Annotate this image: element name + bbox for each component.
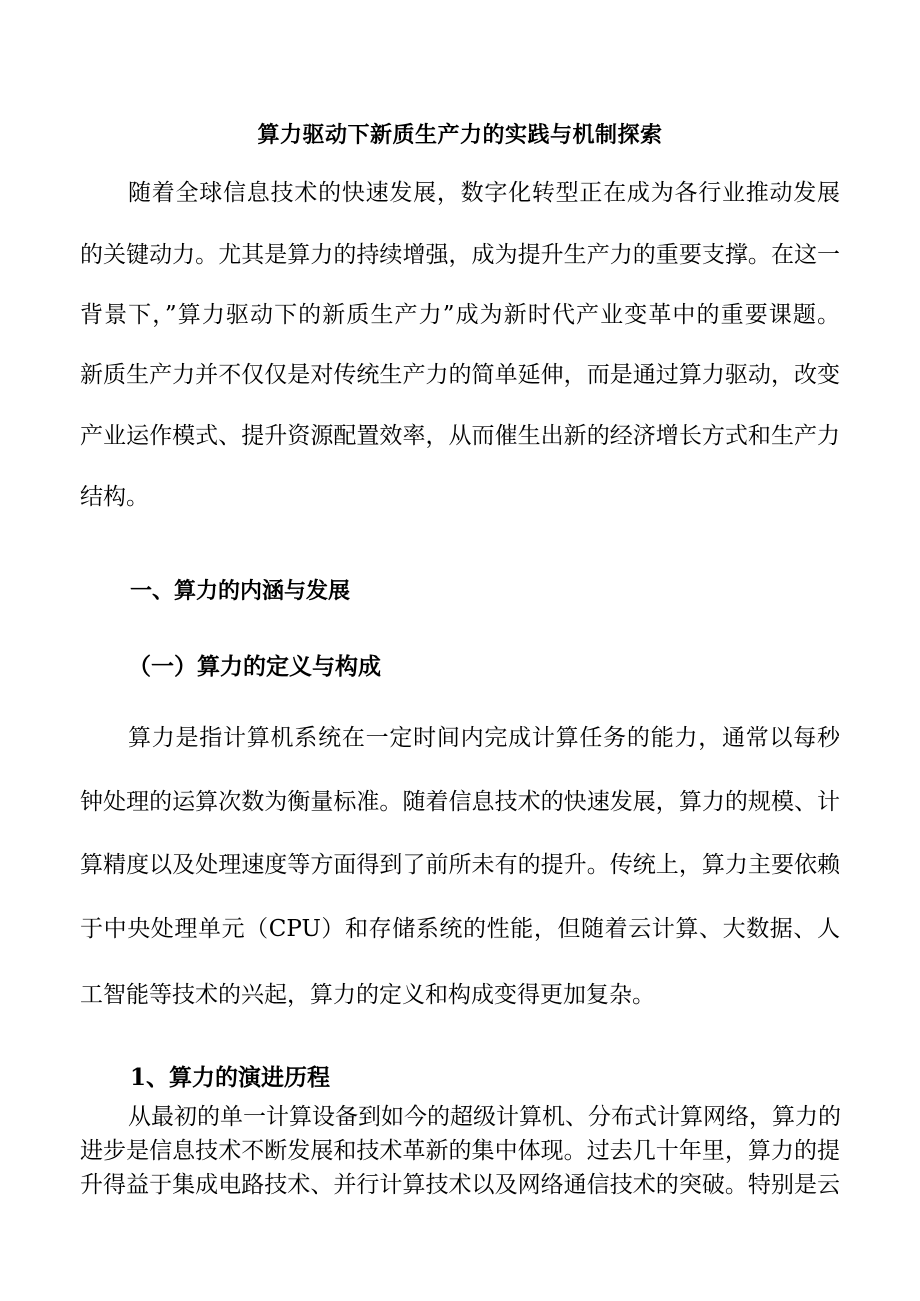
definition-line: 钟处理的运算次数为衡量标准。随着信息技术的快速发展，算力的规模、计 <box>80 789 840 815</box>
definition-line: 于中央处理单元（CPU）和存储系统的性能，但随着云计算、大数据、人 <box>80 916 840 942</box>
definition-line: 算力是指计算机系统在一定时间内完成计算任务的能力，通常以每秒 <box>128 725 840 751</box>
definition-line: 工智能等技术的兴起，算力的定义和构成变得更加复杂。 <box>80 982 655 1008</box>
intro-line: 新质生产力并不仅仅是对传统生产力的简单延伸，而是通过算力驱动，改变 <box>80 362 840 388</box>
evolution-line: 升得益于集成电路技术、并行计算技术以及网络通信技术的突破。特别是云 <box>80 1172 840 1198</box>
subsection-heading: （一）算力的定义与构成 <box>128 653 381 680</box>
document-title: 算力驱动下新质生产力的实践与机制探索 <box>257 122 663 148</box>
item-heading: 1、算力的演进历程 <box>130 1064 331 1091</box>
intro-line: 产业运作模式、提升资源配置效率，从而催生出新的经济增长方式和生产力 <box>80 423 840 449</box>
intro-line: 的关键动力。尤其是算力的持续增强，成为提升生产力的重要支撑。在这一 <box>80 242 840 268</box>
section-heading: 一、算力的内涵与发展 <box>130 578 351 604</box>
intro-line: 背景下，”算力驱动下的新质生产力”成为新时代产业变革中的重要课题。 <box>80 302 840 328</box>
intro-line: 结构。 <box>80 484 149 510</box>
intro-line: 随着全球信息技术的快速发展，数字化转型正在成为各行业推动发展 <box>128 180 840 206</box>
evolution-line: 从最初的单一计算设备到如今的超级计算机、分布式计算网络，算力的 <box>128 1104 841 1130</box>
evolution-line: 进步是信息技术不断发展和技术革新的集中体现。过去几十年里，算力的提 <box>80 1138 840 1164</box>
definition-line: 算精度以及处理速度等方面得到了前所未有的提升。传统上，算力主要依赖 <box>80 852 840 878</box>
